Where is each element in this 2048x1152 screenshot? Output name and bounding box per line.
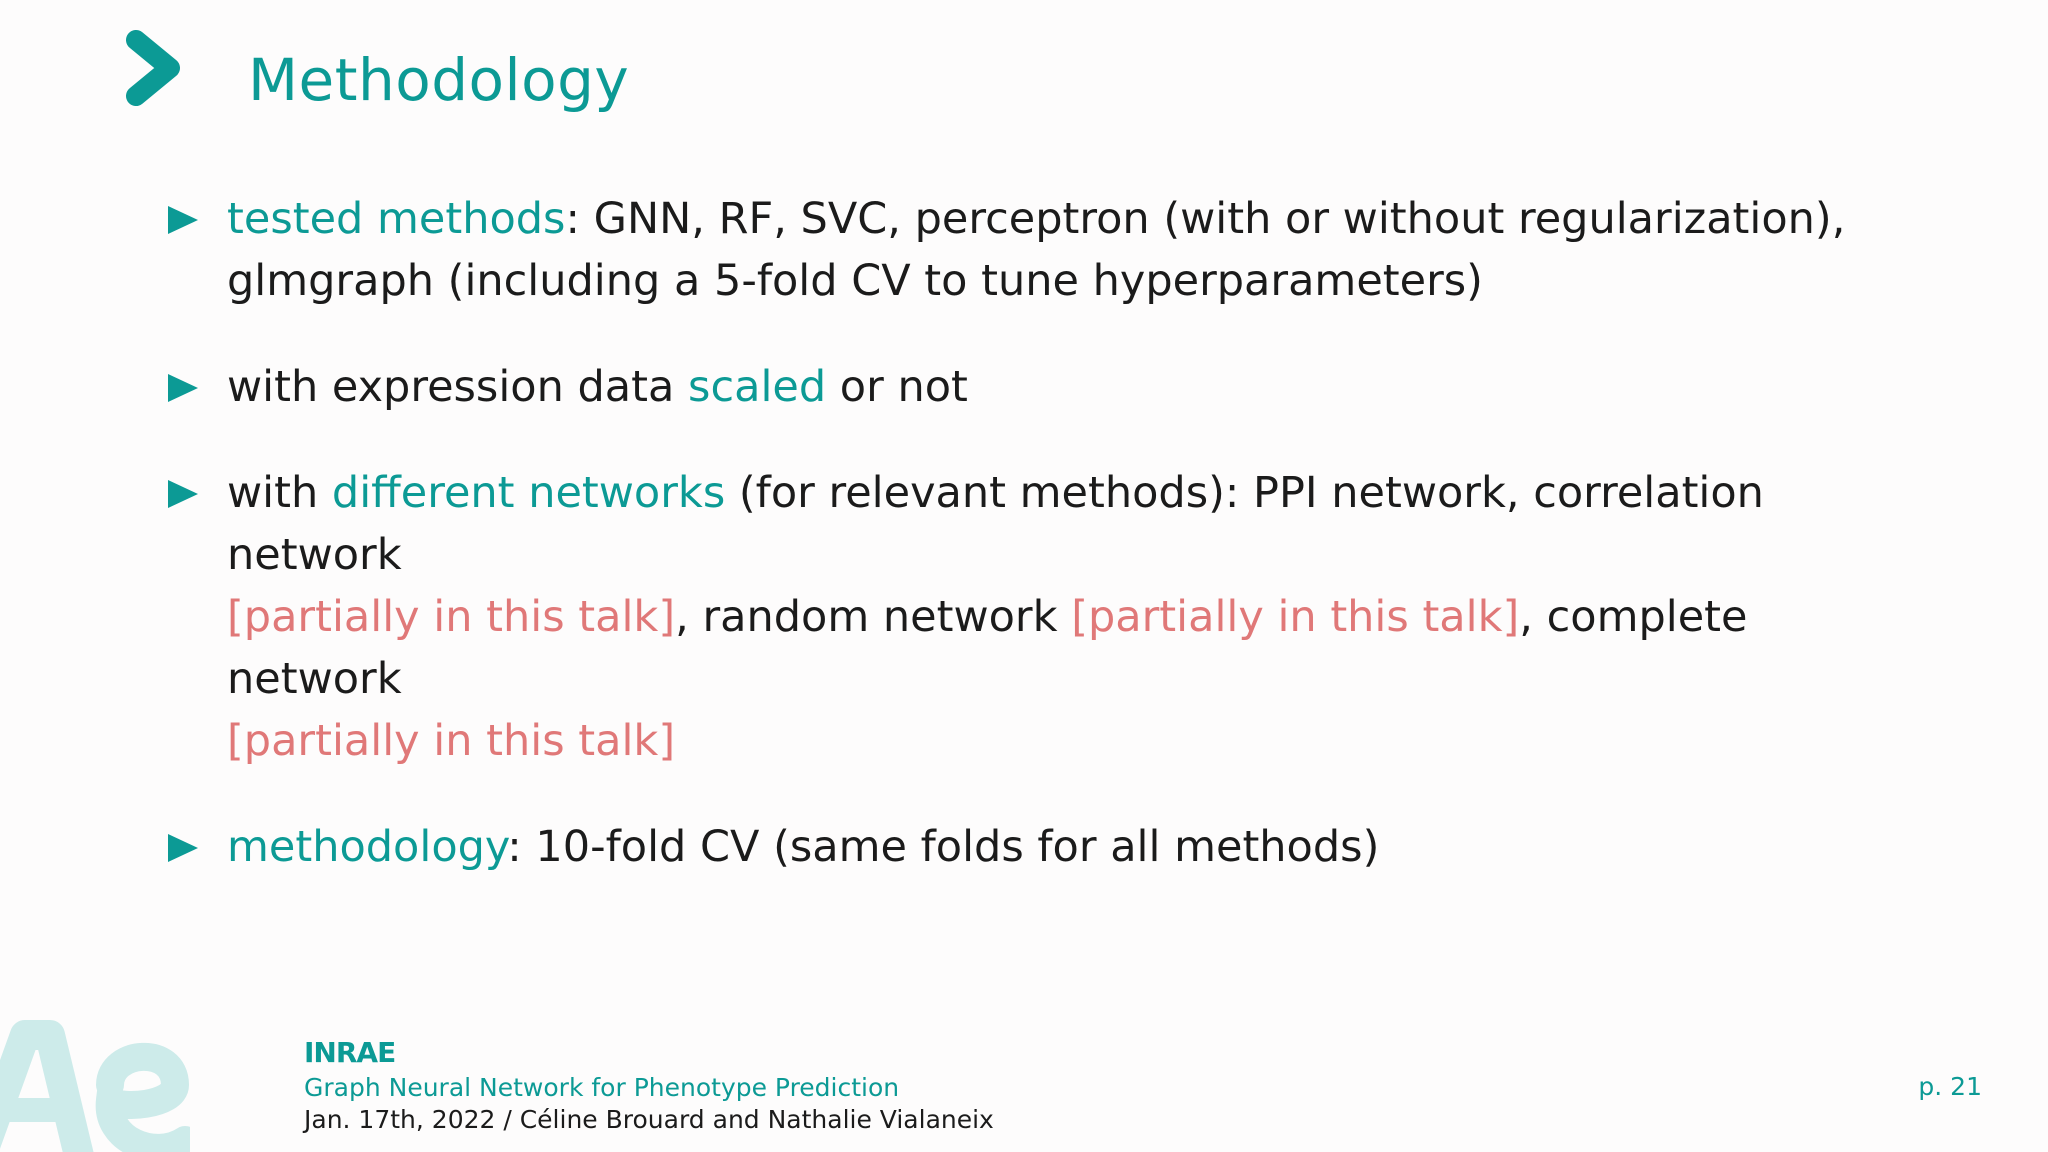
bullet-triangle-icon (168, 834, 198, 862)
bullet-item (168, 816, 1908, 878)
bullet-text: or not (826, 362, 968, 412)
bullet-item (168, 188, 1908, 312)
bullet-text: with (227, 468, 332, 518)
bullet-note: [partially in this talk] (1071, 592, 1520, 642)
inrae-logo: INRAE (304, 1036, 396, 1069)
bullet-keyword: scaled (688, 362, 827, 412)
bullet-keyword: tested methods (227, 194, 566, 244)
bullet-keyword: methodology (227, 822, 508, 872)
slide-title: Methodology (248, 46, 630, 114)
footer-date-authors: Jan. 17th, 2022 / Céline Brouard and Nathalie Vialaneix (304, 1105, 994, 1134)
bullet-list (168, 188, 1908, 922)
ae-logo-icon (0, 1010, 190, 1152)
bullet-text: , random network (675, 592, 1072, 642)
bullet-triangle-icon (168, 374, 198, 402)
bullet-text: with expression data (227, 362, 689, 412)
chevron-right-icon (124, 30, 184, 106)
bullet-keyword: different networks (331, 468, 726, 518)
bullet-text: (for relevant methods): PPI network, correlation network (227, 468, 1764, 580)
bullet-text: : GNN, RF, SVC, perceptron (with or without regularization), (565, 194, 1846, 244)
bullet-text: , complete network (227, 592, 1748, 704)
bullet-note: [partially in this talk] (227, 716, 676, 766)
bullet-text: : 10-fold CV (same folds for all methods) (507, 822, 1380, 872)
bullet-triangle-icon (168, 206, 198, 234)
page-number: p. 21 (1918, 1072, 1982, 1101)
footer-presentation-title: Graph Neural Network for Phenotype Prediction (304, 1073, 900, 1102)
bullet-note: [partially in this talk] (227, 592, 676, 642)
bullet-item (168, 462, 1908, 772)
bullet-item (168, 356, 1908, 418)
bullet-triangle-icon (168, 480, 198, 508)
bullet-text: glmgraph (including a 5-fold CV to tune hyperparameters) (227, 256, 1483, 306)
